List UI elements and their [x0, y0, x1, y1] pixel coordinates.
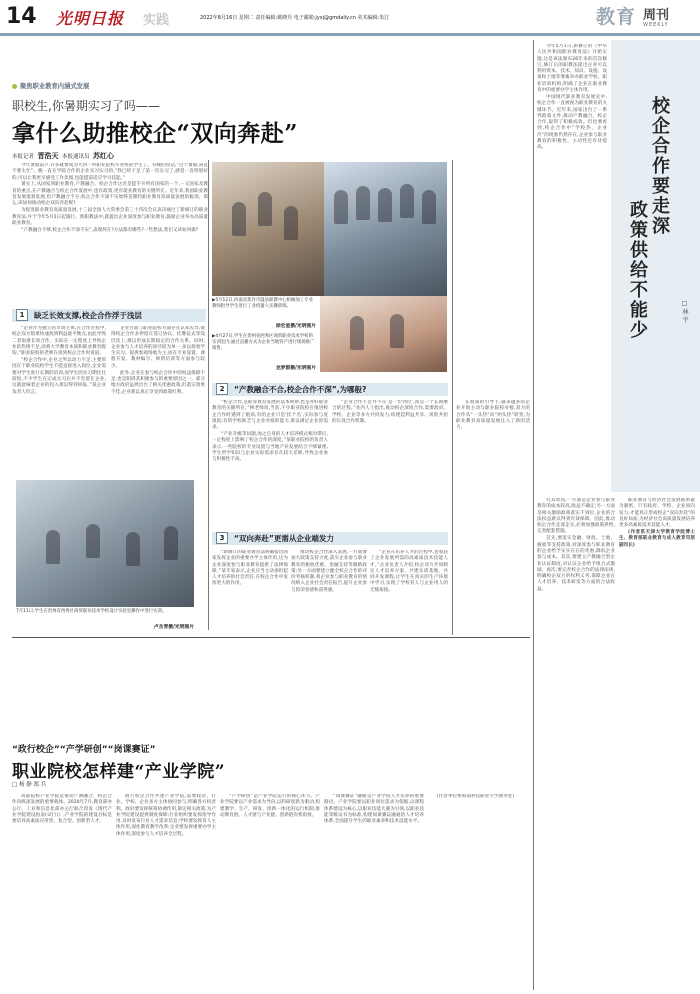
photo-robot-training [212, 162, 324, 296]
kicker-dot-icon [12, 84, 17, 89]
section-3-title: “双向奔赴”更需从企业端发力 [234, 534, 334, 543]
photo1-credit: 徐宏星摄/光明图片 [275, 324, 316, 329]
edu-label: 教育 [596, 6, 637, 28]
commentary-paragraph: 究其原因,一方面是企业参与职业教育的成本较高,收益不确定;另一方面是相关激励政策落实不到位,企业的合法权益难以得到有效保障。因此,推动校企合作走深走实,必须加强政策供给,完善配套措施。 [537, 498, 615, 535]
lead-subtitle: 职校生,你暑期实习了吗—— [12, 99, 160, 113]
section-3-heading [212, 532, 448, 545]
lead-byline [12, 151, 114, 161]
lead-intro [12, 163, 208, 303]
lead-kicker-text: 聚焦职业教育内涵式发展 [20, 83, 90, 90]
header-divider [0, 33, 700, 36]
section-3-col-b [291, 550, 367, 630]
photo4-caption: 7月11日,学生在贵州省西秀区商贸职业技术学校设计实验室操作中进行实训。 [16, 609, 167, 614]
section-paragraph: “校企合作,是职业教育发展的基本规律,也是办好职业教育的关键所在。”林老师说,当前,不少职业院校在推进校企合作时遇到了瓶颈,有的企业只是‘挂个名’,实际参与度很低;有的学校缺乏与企业对接的能力,难以满足企业的需求。 [212, 400, 328, 431]
page-number: 14 [6, 4, 37, 29]
section-paragraph: “企业作为独立的市场主体,在合作过程中,校企双方很难快速找到利益最平衡点,由此导致二者很难长效合作。实际在一定程度上导致企业的热情不足,而将大学教育本质和职业教育脱钩。”职业院校的老师在谈到校企合作时说道。 [12, 326, 106, 357]
byline-name2: 苏红心 [93, 151, 115, 160]
section-2-title: “产教融合不合,校企合作不深”,为哪般? [234, 385, 367, 394]
section-paragraph: “新修订的职业教育法明确提出国家发挥企业的重要办学主体作用,这为企业深度参与职业教育提供了法律保障。”某专家表示,企业应当主动承担起人才培养的社会责任,在校企合作中发挥更大的作用。 [212, 550, 288, 587]
page-meta: 2022年8月16日 星期二 责任编辑:姚晓丹 电子邮箱:jyxj@gmdaily.cn 美术编辑:朱江 [200, 15, 390, 21]
bottom-byline: □ 杨 静 郑 兵 [12, 782, 47, 788]
commentary-author: □ 林 宇 [681, 300, 688, 323]
lead-kicker [12, 81, 89, 90]
newspaper-logo [56, 6, 124, 29]
commentary-title-line1: 校企合作要走深 [649, 96, 670, 236]
section-paragraph: “企业在培养人才的过程中,也收获了企业发展所需的高素质技术技能人才。”企业负责人介绍,校企双方共同制定人才培养方案、共建实训基地、共同开发课程,让学生在真实的生产环境中学习,实现了学校育人与企业用人的无缝衔接。 [370, 550, 448, 593]
section-3-col-c [370, 550, 448, 630]
section-2-col-b [332, 400, 448, 522]
section-2-col-a [212, 400, 328, 522]
section-paragraph: 此外,企业在参与校企合作中的权益保障不足,也是阻碍其积极参与的重要原因之一。部分地方政府虽然出台了相关优惠政策,但落实效果不佳,企业难以真正享受到政策红利。 [111, 370, 205, 395]
commentary-paragraph: (作者系天津大学教育学院博士生、教育部职业教育与成人教育司原副司长) [619, 530, 695, 548]
bottom-paragraph: 高职院校产业学院是推动产教融合、校企合作向纵深发展的重要载体。2020年7月,教育部办公厅、工业和信息化部办公厅联合印发《现代产业学院建设指南(试行)》,产业学院的建设目标是要培养高素质应用型、复合型、创新型人才。 [12, 794, 112, 825]
bottom-kicker: “政行校企”“产学研创”“岗课赛证” [12, 745, 156, 755]
photo-students-group [324, 162, 447, 296]
photo4-credit: 卢杰青摄/光明图片 [153, 625, 194, 630]
lead-continuation [456, 400, 530, 635]
bottom-paragraph: “岗课赛证”融通是产业学院人才培养的重要路径。产业学院要以职业岗位需求为依据,以课程体系建设为核心,以职业技能大赛为引领,以职业技能等级证书为标准,构建岗课赛证融通的人才培养体系,全面提升学生的职业素养和技术技能水平。 [324, 794, 424, 825]
bottom-paragraph: 政行校企合作共建产业学院,需要政府、行业、学校、企业多方主体协同参与,明确各方权责利。政府要发挥统筹协调作用,制定相关政策,为产业学院建设提供制度保障;行业组织要发挥指导作用,及时发布行业人才需求信息;学校要发挥育人主体作用,深化教育教学改革;企业要发挥重要办学主体作用,深度参与人才培养全过程。 [116, 794, 216, 837]
intro-paragraph: “产教融合不够,校企合作不深不实”,表现何在?方法都有哪些?一些想法,我们又该如何做? [21, 227, 199, 233]
intro-paragraph: 为促进职业教育高质量发展,十三届全国人大常委会第三十四次会议表决通过了新修订的职业教育法,并于今年5月1日起施行。新职教法中,就提出企业深度参与职业教育,鼓励企业举办高质量职业教育。 [12, 208, 208, 226]
byline-middle: 本报通讯员 [62, 154, 90, 160]
commentary-col-b [537, 498, 615, 988]
section-3-number: 3 [216, 532, 228, 544]
byline-prefix: 本报记者 [12, 154, 35, 160]
bottom-paragraph: (作者单位系海南科技职业大学教务处) [437, 794, 515, 799]
intro-paragraph: 暑实上,从国家到职业教育,产教融合、校企合作这近是提手开所有国家的一个,一又国家及教育的重点,在产教融合与校企合作发展中,也有政策,更有就业教育的关键所在。近年来,我国职业教育发展蓬勃发展,但产教融合不分,校企合作不深不实始终是制约职业教育高质量发展的瓶颈。那么,该如何推动校企双向奔赴呢? [12, 182, 208, 207]
lead-title: 拿什么助推校企“双向奔赴” [12, 120, 298, 147]
bottom-col-c [220, 794, 320, 990]
weekly-label: 周刊 [643, 8, 670, 23]
column-divider [208, 160, 209, 630]
section-paragraph: 在政策的引导下,越来越多的企业开始主动与职业院校对接,双方的合作从“一头热”向“两头热”转变,为职业教育高质量发展注入了新的活力。 [456, 400, 530, 431]
photo-livestream [320, 296, 447, 372]
section-1-col-b [111, 326, 205, 476]
byline-name1: 晋浩天 [37, 151, 59, 160]
bottom-col-a [12, 794, 112, 990]
commentary-col-a [537, 44, 607, 494]
photo2-caption: ▶4月27日,学生在贵州省西秀区商贸职业技术学校的实训室内,通过直播方式为企业当地特产进行现场推广销售。 [212, 334, 315, 351]
commentary-title-line2: 政策供给不能少 [627, 200, 648, 340]
section-1-heading [12, 309, 206, 322]
section-paragraph: 推动校企合作深入发展,一方面要加大政策支持力度,落实企业参与职业教育的税收优惠、金融支持等激励政策;另一方面要建立健全校企合作的评价考核机制,将企业参与职业教育的情况纳入企业社会责任报告,提升企业参与的荣誉感和获得感。 [291, 550, 367, 593]
section-paragraph: “产业升级等问题,加之自身的人才培养模式相对滞后,一定程度上影响了校企合作的深度。”某职业院校的负责人表示,一些院校的专业设置与当地产业发展结合不够紧密,学生所学知识与企业实际需求存在较大差距,导致企业参与积极性不高。 [212, 432, 328, 463]
commentary-paragraph: 首先,要落实金融、财政、土地、税收等支持政策,对深度参与职业教育的企业给予实实在在的优惠,降低企业参与成本。其次,要建立产教融合型企业认证制度,对认证企业给予组合式激励。再次,要完善校企合作的法律法规,明确校企双方的权利义务,保障企业在人才培养、技术研发等方面的合法收益。 [537, 536, 615, 592]
section-2-number: 2 [216, 383, 228, 395]
logo-text: 光明日报 [56, 9, 125, 28]
section-paragraph: 企业方面与职业院校方面存在认知差异,使得校企合作多停留在签订协议、挂牌仪式等浅层次上,难以形成长期稳定的合作关系。同时,企业参与人才培养的途径较为单一,多以接收学生实习、提供参观场地为主,而在专业设置、课程开发、教材编写、师资培训等方面参与较少。 [111, 326, 205, 369]
section-1-number: 1 [16, 309, 28, 321]
bottom-col-e [428, 794, 528, 990]
intro-paragraph: 今年暑假前夕,许多就要成为大四一所职业院校毕业班的学生了。有晚的说话,“这个暑假,简直不要太忙”。晚一直在学院合作的企业实习实习的,“我已经干足了第一次实习了,感觉一直特别好的,可以让我更早感受工作氛围,也能提前适应学习技能。” [12, 163, 208, 181]
section-1-col-a [12, 326, 106, 476]
weekly-en-label: WEEKLY [643, 22, 669, 28]
commentary-paragraph: 今年5月1日,新修订的《中华人民共和国职业教育法》开始实施,这是该法颁布26年来的首次修订,修订后的职教法提出企业可以利用资本、技术、知识、设施、设备和土地等要素举办职业学校、职业培训机构,明确了企业在职业教育中的重要办学主体作用。 [537, 44, 607, 94]
column-divider [452, 160, 453, 635]
photo2-credit: 龙梦群摄/光明图片 [275, 366, 316, 371]
bottom-title: 职业院校怎样建“产业学院” [12, 762, 226, 782]
commentary-col-c [619, 498, 695, 988]
bottom-col-d [324, 794, 424, 990]
bottom-paragraph: “产学研创”是产业学院运行的核心环节。产业学院要以产业需求为导向,以科研创新为驱动,构建教学、生产、研发、创新一体化的运行机制,推动教育链、人才链与产业链、创新链有机衔接。 [220, 794, 320, 818]
section-paragraph: “校企合作中,企业之所以动力不足,主要原因在于职业院校学生不能直接进入岗位,企业需要对学生进行长期的培训,而学生的实习期往往较短,不少学生在完成实习后并不会留在企业,这就意味着企业的投入难以得到回报。”某企业负责人坦言。 [12, 358, 106, 395]
photo1-caption: ▶5月12日,河南省焦作市温县职教中心机械加工专业教师指导学生进行工业机器人实操训练。 [212, 298, 313, 309]
photo-design-lab [16, 480, 194, 607]
commentary-paragraph: 中国现代职业教育发展史中,校企合作一直被视为职业教育的关键环节。近年来,国家出台了一系列政策文件,推动产教融合、校企合作,取得了积极成效。但也要看到,校企合作中“学校热、企业冷”的现象仍然存在,企业参与职业教育的积极性、主动性还有待提高。 [537, 94, 607, 151]
bottom-col-b [116, 794, 216, 990]
section-3-col-a [212, 550, 288, 630]
column-divider [533, 40, 534, 990]
commentary-paragraph: 职业教育与经济社会发展联系最为紧密。只有政府、学校、企业同向发力,才能真正形成校企“双向奔赴”的良好局面,为经济社会高质量发展培养更多高素质技术技能人才。 [619, 498, 695, 529]
bottom-divider [12, 637, 530, 638]
section-paragraph: “企业合作不足并不在‘是一步到位’,而是一个长期磨合的过程。”业内人士指出,推动校企深度合作,需要政府、学校、企业等多方共同发力,构建起利益共享、风险共担的长效合作机制。 [332, 400, 448, 424]
section-name: 实践 [143, 13, 170, 28]
section-1-title: 缺乏长效支撑,校企合作浮于浅层 [34, 311, 142, 320]
section-2-heading [212, 383, 448, 396]
